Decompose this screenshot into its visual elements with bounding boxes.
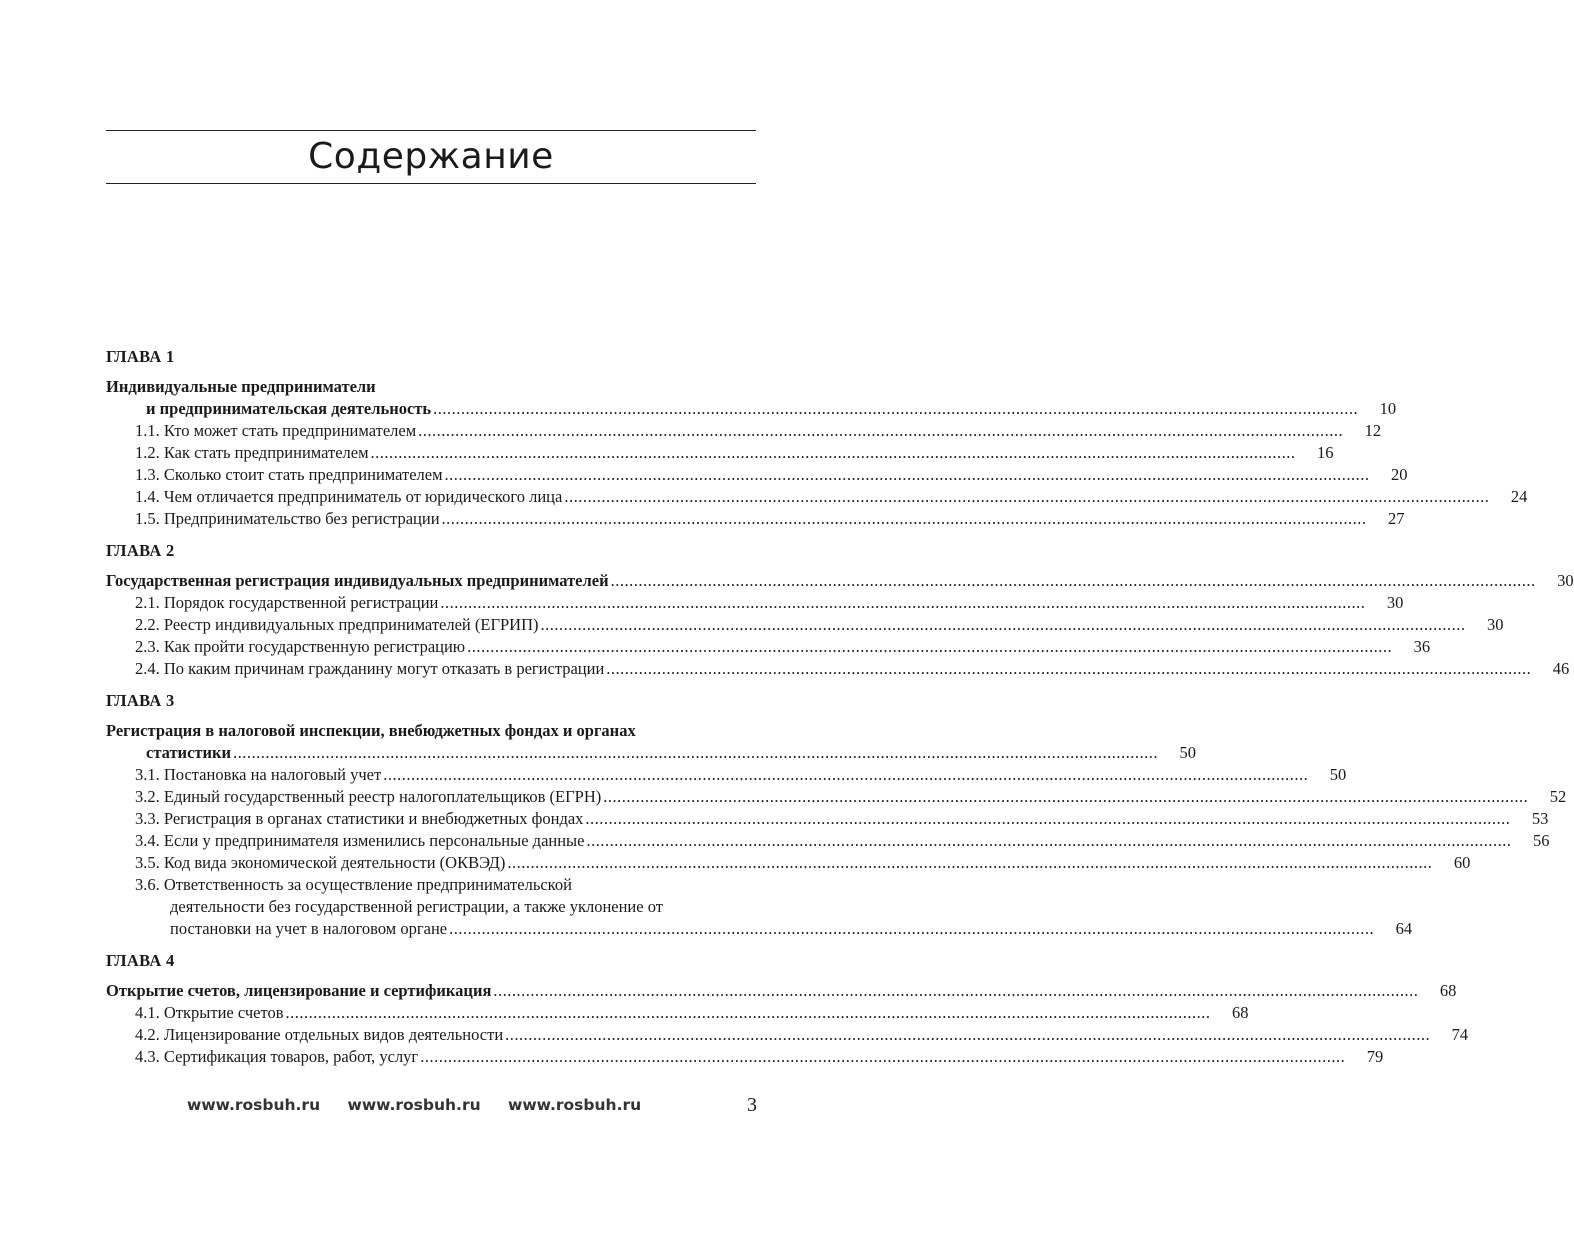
section-entry[interactable] [106,830,1550,852]
entry-line-text: деятельности без государственной регистрации, а также уклонение от [170,897,663,916]
entry-last-line [135,636,1392,658]
entry-title [135,636,1392,658]
dot-leader [445,464,1370,486]
entry-page-number: 16 [1317,443,1334,462]
section-entry[interactable] [106,874,1413,940]
chapter-heading-entry[interactable] [106,376,1397,420]
table-of-contents [106,346,1574,1068]
dot-leader [585,808,1510,830]
chapter-heading-entry[interactable] [106,570,1574,592]
section-entry[interactable] [106,1002,1249,1024]
section-entry[interactable] [106,1046,1384,1068]
title-rule-bottom [106,183,756,184]
entry-line-text: 4.1. Открытие счетов [135,1003,284,1022]
entry-title [135,592,1365,614]
entry-last-line [135,1046,1345,1068]
entry-line-text: постановки на учет в налоговом органе [170,919,448,938]
section-entry[interactable] [106,764,1347,786]
entry-page-number: 46 [1552,659,1570,678]
entry-title [135,786,1528,808]
dot-leader [286,1002,1211,1024]
entry-page-number: 68 [1232,1003,1249,1022]
entry-page-number: 60 [1453,853,1471,872]
dot-leader [505,1024,1430,1046]
entry-line-text: 3.3. Регистрация в органах статистики и внебюджетных фондах [135,809,584,828]
entry-title [135,1002,1211,1024]
chapter-block [106,950,1469,1068]
entry-last-line [135,808,1510,830]
dot-leader [440,592,1365,614]
entry-last-line [106,398,1358,420]
entry-last-line [135,786,1528,808]
page-number: 3 [747,1094,757,1116]
entry-page-number: 56 [1532,831,1550,850]
dot-leader [371,442,1296,464]
page-title: Содержание [308,136,554,177]
dot-leader [467,636,1392,658]
entry-line-text: 4.3. Сертификация товаров, работ, услуг [135,1047,419,1066]
entry-page-number: 50 [1329,765,1347,784]
entry-title [135,874,1374,940]
section-entry[interactable] [106,508,1405,530]
entry-title [135,658,1531,680]
entry-line-text: Регистрация в налоговой инспекции, внебюджетных фондах и органах [106,721,636,740]
section-entry[interactable] [106,636,1431,658]
footer-link-1[interactable]: www.rosbuh.ru [187,1096,321,1114]
entry-last-line [135,464,1370,486]
entry-title [135,808,1510,830]
section-entry[interactable] [106,592,1404,614]
section-entry[interactable] [106,658,1570,680]
dot-leader [603,786,1528,808]
entry-last-line [135,918,1374,940]
entry-page-number: 30 [1487,615,1504,634]
entry-title [106,980,1418,1002]
dot-leader [383,764,1308,786]
section-entry[interactable] [106,1024,1469,1046]
entry-line-text: 3.5. Код вида экономической деятельности (ОКВЭД) [135,853,506,872]
entry-line-text: 3.6. Ответственность за осуществление предпринимательской [135,875,572,894]
entry-last-line [135,1024,1430,1046]
entry-line-text: 1.2. Как стать предпринимателем [135,443,369,462]
dot-leader [418,420,1343,442]
dot-leader [606,658,1531,680]
entry-line-text: 1.3. Сколько стоит стать предпринимателем [135,465,443,484]
dot-leader [233,743,1158,762]
entry-page-number: 64 [1395,919,1413,938]
entry-title [135,420,1343,442]
chapter-label: ГЛАВА 2 [106,541,175,560]
entry-page-number: 12 [1364,421,1382,440]
dot-leader [493,980,1418,1002]
entry-line-text: 2.1. Порядок государственной регистрации [135,593,439,612]
chapter-heading-entry[interactable] [106,720,1197,764]
section-entry[interactable] [106,808,1549,830]
entry-page-number: 68 [1439,981,1457,1000]
chapter-label: ГЛАВА 1 [106,347,175,366]
chapter-block [106,540,1574,680]
entry-line-text: 1.4. Чем отличается предприниматель от юридического лица [135,487,563,506]
entry-line-text: 4.2. Лицензирование отдельных видов деятельности [135,1025,504,1044]
title-rule-top [106,130,756,131]
entry-title [106,720,1158,764]
dot-leader [449,919,1374,938]
entry-line-text: и предпринимательская деятельность [146,399,432,418]
entry-title [135,852,1432,874]
entry-last-line [106,742,1158,764]
dot-leader [433,399,1358,418]
entry-line-text: 3.4. Если у предпринимателя изменились персональные данные [135,831,585,850]
entry-title [135,830,1511,852]
entry-page-number: 24 [1510,487,1528,506]
page-footer [187,1092,757,1118]
entry-page-number: 20 [1391,465,1408,484]
entry-last-line [135,614,1466,636]
entry-title [135,614,1466,636]
chapter-heading-entry[interactable] [106,980,1457,1002]
entry-title [135,1024,1430,1046]
section-entry[interactable] [106,852,1471,874]
chapter-label: ГЛАВА 3 [106,691,175,710]
entry-title [135,1046,1345,1068]
dot-leader [442,508,1367,530]
section-entry[interactable] [106,614,1504,636]
entry-page-number: 53 [1531,809,1549,828]
dot-leader [611,570,1536,592]
entry-last-line [135,592,1365,614]
dot-leader [564,486,1489,508]
dot-leader [541,614,1466,636]
entry-line-text: 3.1. Постановка на налоговый учет [135,765,382,784]
entry-title [135,442,1296,464]
entry-title [135,508,1367,530]
entry-line-text: 2.4. По каким причинам гражданину могут отказать в регистрации [135,659,605,678]
entry-last-line [135,508,1367,530]
entry-title [106,570,1536,592]
entry-line-text: Открытие счетов, лицензирование и сертификация [106,981,492,1000]
entry-line-text: Индивидуальные предприниматели [106,377,376,396]
entry-page-number: 10 [1379,399,1397,418]
entry-page-number: 27 [1388,509,1405,528]
entry-last-line [135,420,1343,442]
entry-line-text: 2.2. Реестр индивидуальных предпринимателей (ЕГРИП) [135,615,539,634]
entry-page-number: 30 [1557,571,1574,590]
entry-page-number: 30 [1386,593,1404,612]
entry-last-line [106,980,1418,1002]
entry-title [135,486,1489,508]
entry-last-line [106,570,1536,592]
section-entry[interactable] [106,464,1408,486]
entry-line-text: Государственная регистрация индивидуальных предпринимателей [106,571,609,590]
entry-last-line [135,658,1531,680]
section-entry[interactable] [106,786,1567,808]
entry-last-line [135,442,1296,464]
footer-link-2[interactable]: www.rosbuh.ru [347,1096,481,1114]
dot-leader [420,1046,1345,1068]
dot-leader [507,852,1432,874]
entry-line-text: статистики [146,743,232,762]
chapter-block [106,690,1567,940]
section-entry[interactable] [106,442,1334,464]
chapter-block [106,346,1528,530]
footer-link-3[interactable]: www.rosbuh.ru [508,1096,642,1114]
entry-page-number: 74 [1451,1025,1469,1044]
entry-title [135,764,1308,786]
entry-last-line [135,830,1511,852]
entry-page-number: 79 [1366,1047,1384,1066]
entry-line-text: 2.3. Как пройти государственную регистрацию [135,637,466,656]
section-entry[interactable] [106,486,1528,508]
entry-line-text: 1.5. Предпринимательство без регистрации [135,509,440,528]
entry-line-text: 1.1. Кто может стать предпринимателем [135,421,417,440]
entry-title [106,376,1358,420]
entry-last-line [135,486,1489,508]
entry-last-line [135,764,1308,786]
entry-last-line [135,852,1432,874]
entry-page-number: 52 [1549,787,1567,806]
entry-last-line [135,1002,1211,1024]
entry-page-number: 36 [1413,637,1431,656]
entry-line-text: 3.2. Единый государственный реестр налогоплательщиков (ЕГРН) [135,787,602,806]
chapter-label: ГЛАВА 4 [106,951,175,970]
entry-title [135,464,1370,486]
dot-leader [586,830,1511,852]
section-entry[interactable] [106,420,1382,442]
entry-page-number: 50 [1179,743,1197,762]
